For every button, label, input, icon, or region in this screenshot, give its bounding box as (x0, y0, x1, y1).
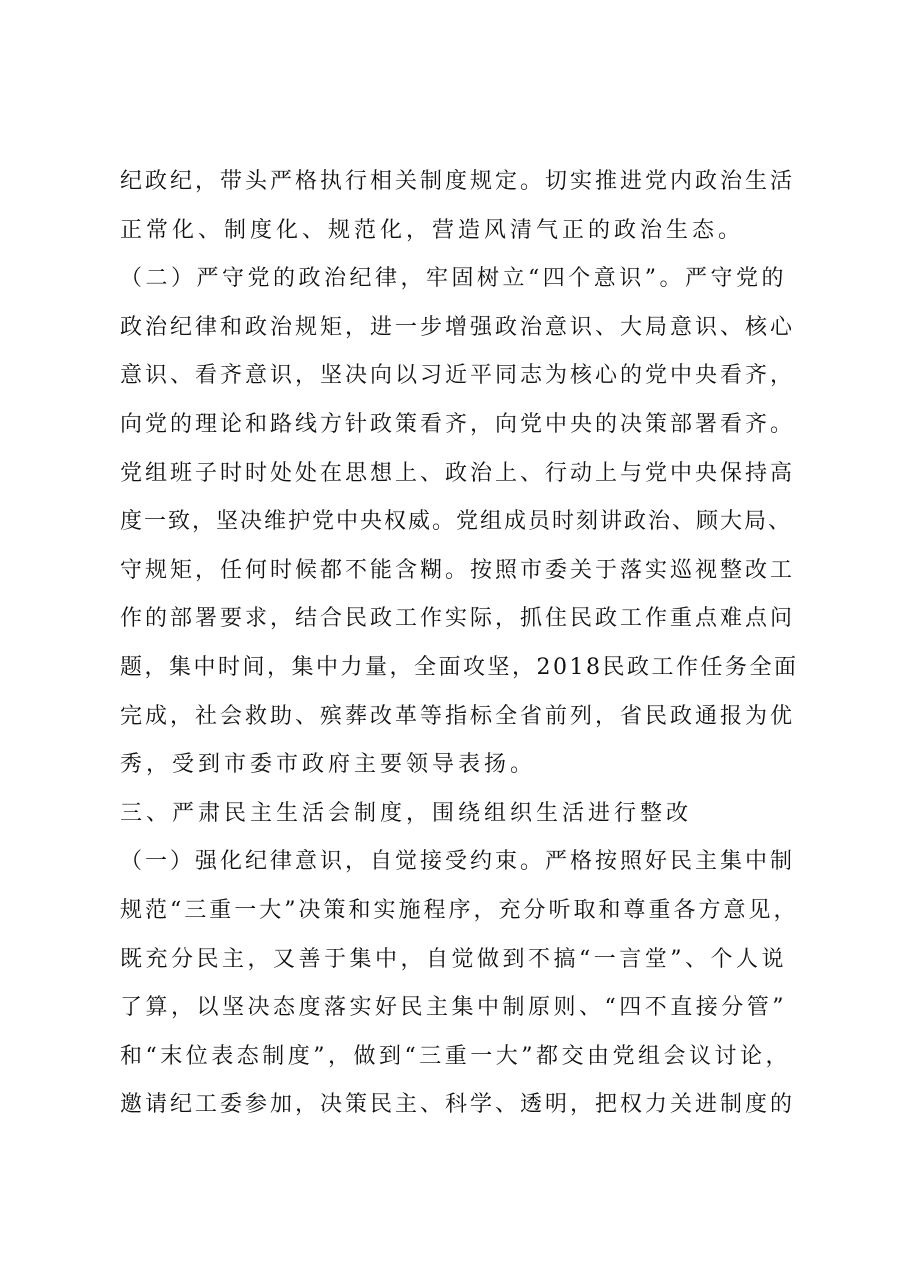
text-line: 党组班子时时处处在思想上、政治上、行动上与党中央保持高 (120, 460, 796, 486)
text-line: 正常化、制度化、规范化，营造风清气正的政治生态。 (120, 217, 745, 243)
text-line: 题，集中时间，集中力量，全面攻坚，2018民政工作任务全面 (120, 654, 799, 680)
text-line: 度一致，坚决维护党中央权威。党组成员时刻讲政治、顾大局、 (120, 509, 793, 535)
text-line: 规范“三重一大”决策和实施程序，充分听取和尊重各方意见， (120, 897, 799, 923)
text-line: 完成，社会救助、殡葬改革等指标全省前列，省民政通报为优 (120, 703, 796, 729)
text-line: 了算，以坚决态度落实好民主集中制原则、“四不直接分管” (120, 995, 787, 1021)
document-body (120, 158, 800, 1130)
text-line: 邀请纪工委参加，决策民主、科学、透明，把权力关进制度的 (120, 1092, 796, 1118)
text-line: 既充分民主，又善于集中，自觉做到不搞“一言堂”、个人说 (120, 946, 787, 972)
text-line: 作的部署要求，结合民政工作实际，抓住民政工作重点难点问 (120, 606, 796, 632)
text-line: （一）强化纪律意识，自觉接受约束。严格按照好民主集中制 (120, 849, 796, 875)
text-line: 纪政纪，带头严格执行相关制度规定。切实推进党内政治生活 (120, 169, 796, 194)
text-line: 向党的理论和路线方针政策看齐，向党中央的决策部署看齐。 (120, 411, 796, 437)
text-line: 意识、看齐意识，坚决向以习近平同志为核心的党中央看齐， (120, 363, 796, 389)
text-line: 政治纪律和政治规矩，进一步增强政治意识、大局意识、核心 (120, 314, 796, 340)
text-line: （二）严守党的政治纪律，牢固树立“四个意识”。严守党的 (120, 266, 787, 292)
text-line: 秀，受到市委市政府主要领导表扬。 (120, 752, 537, 778)
text-line: 和“末位表态制度”，做到“三重一大”都交由党组会议讨论， (120, 1043, 791, 1069)
text-line: 守规矩，任何时候都不能含糊。按照市委关于落实巡视整改工 (120, 557, 796, 583)
section-heading: 三、严肃民主生活会制度，围绕组织生活进行整改 (120, 800, 693, 826)
